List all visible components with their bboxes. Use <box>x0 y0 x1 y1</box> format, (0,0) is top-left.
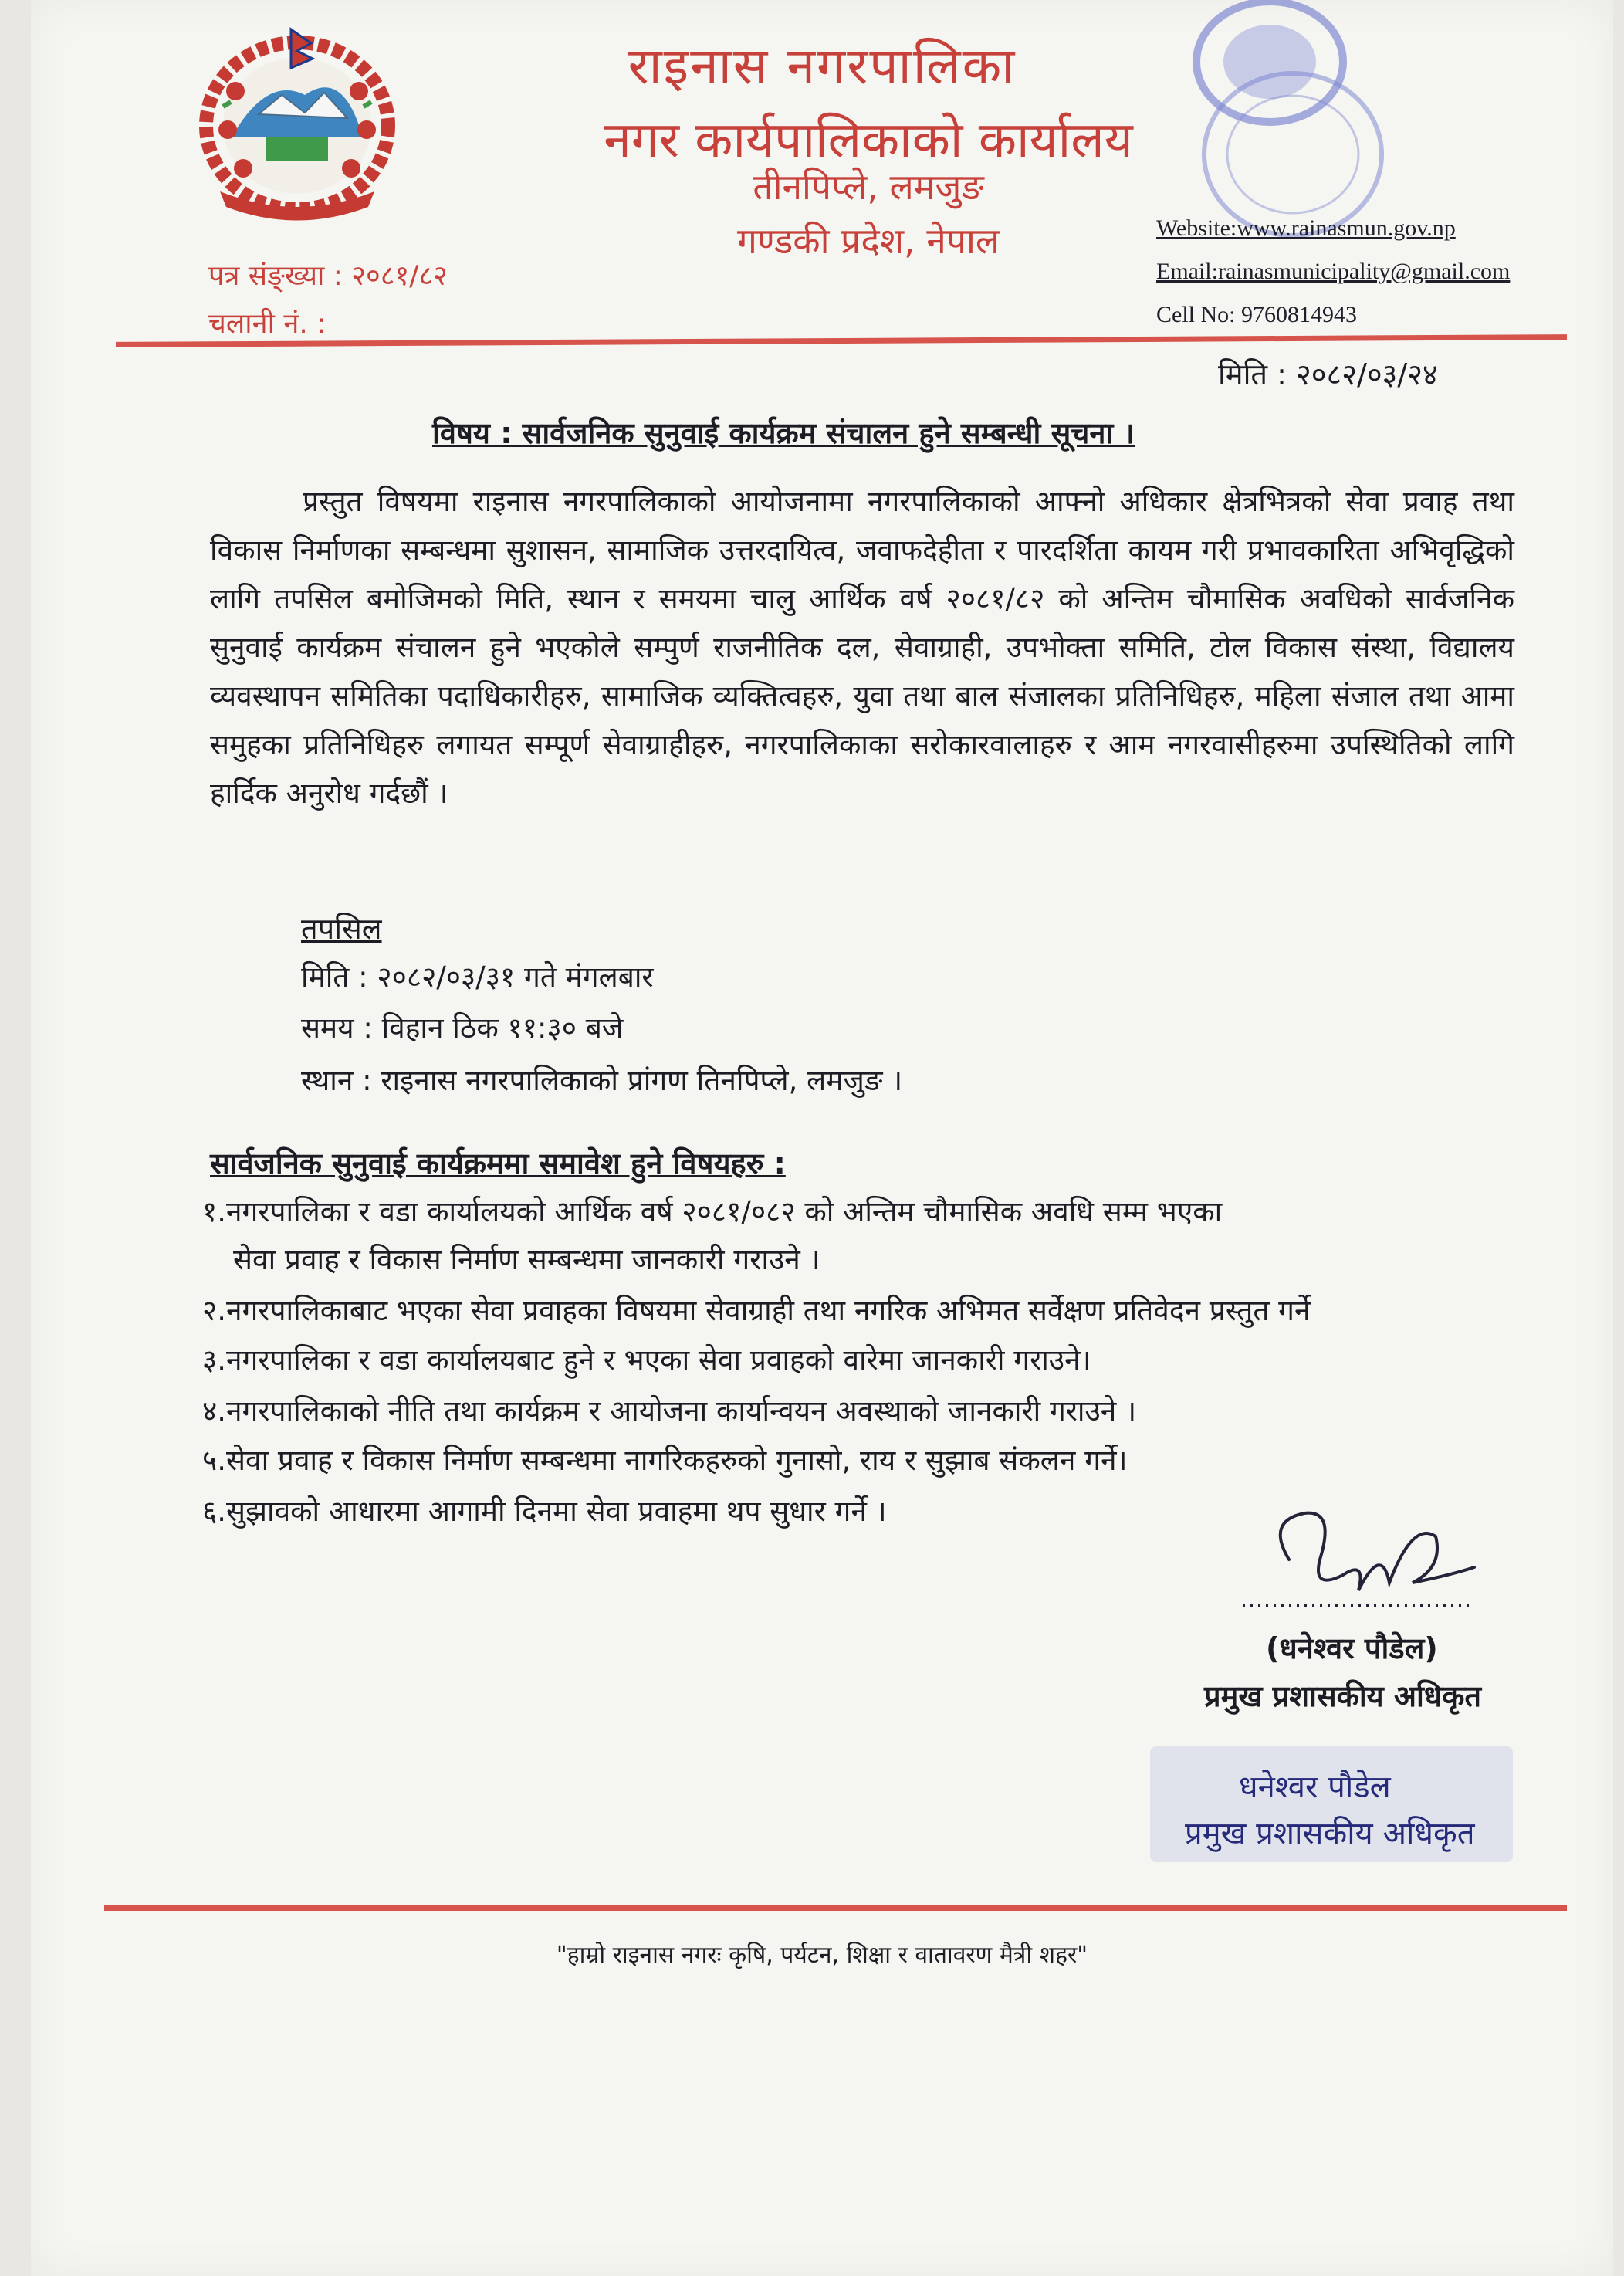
topic-item: सेवा प्रवाह र विकास निर्माण सम्बन्धमा जानकारी गराउने । <box>233 1243 820 1276</box>
schedule-venue: स्थान : राइनास नगरपालिकाको प्रांगण तिनपिप्ले, लमजुङ । <box>301 1064 903 1097</box>
email-link[interactable]: Email:rainasmunicipality@gmail.com <box>1156 259 1511 284</box>
stamp-title: प्रमुख प्रशासकीय अधिकृत <box>1185 1816 1475 1851</box>
footer-divider <box>104 1905 1567 1911</box>
letter-body: प्रस्तुत विषयमा राइनास नगरपालिकाको आयोजनामा नगरपालिकाको आफ्नो अधिकार क्षेत्रभित्रको सेवा प्रवाह तथा विकास निर्माणका सम्बन्धमा सुशासन, सामाजिक उत्तरदायित्व, जवाफदेहीता र पारदर्शिता कायम गरी प्रभावकारिता अभिवृद्धिको लागि तपसिल बमोजिमको मिति, स्थान र समयमा चालु आर्थिक वर्ष २०८१/८२ को अन्तिम चौमासिक अवधिको सार्वजनिक सुनुवाई कार्यक्रम संचालन हुने भएकोले सम्पुर्ण राजनीतिक दल, सेवाग्राही, उपभोक्ता समिति, टोल विकास संस्था, विद्यालय व्यवस्थापन समितिका पदाधिकारीहरु, सामाजिक व्यक्तित्वहरु, युवा तथा बाल संजालका प्रतिनिधिहरु, महिला संजाल तथा आमा समुहका प्रतिनिधिहरु लगायत सम्पूर्ण सेवाग्राहीहरु, नगरपालिकाका सरोकारवालाहरु र आम नगरवासीहरुमा उपस्थितिको लागि हार्दिक अनुरोध गर्दछौं । <box>210 485 1514 810</box>
letter-number: पत्र संङ्ख्या : २०८१/८२ <box>208 260 448 292</box>
topic-item: १.नगरपालिका र वडा कार्यालयको आर्थिक वर्ष २०८१/०८२ को अन्तिम चौमासिक अवधि सम्म भएका <box>202 1195 1223 1228</box>
address-line1: तीनपिप्ले, लमजुङ <box>753 166 984 208</box>
website-link[interactable]: Website:www.rainasmun.gov.np <box>1156 215 1456 241</box>
letter-page <box>31 0 1613 2276</box>
topic-item: ५.सेवा प्रवाह र विकास निर्माण सम्बन्धमा नागरिकहरुको गुनासो, राय र सुझाब संकलन गर्ने। <box>202 1444 1128 1477</box>
footer-slogan: "हाम्रो राइनास नगरः कृषि, पर्यटन, शिक्षा र वातावरण मैत्री शहर" <box>556 1942 1088 1969</box>
letter-date: मिति : २०८२/०३/२४ <box>1218 357 1438 391</box>
signatory-name: (धनेश्वर पौडेल) <box>1266 1631 1438 1665</box>
header-divider <box>116 334 1567 347</box>
topics-heading: सार्वजनिक सुनुवाई कार्यक्रममा समावेश हुने विषयहरु : <box>210 1146 786 1180</box>
topic-item: ६.सुझावको आधारमा आगामी दिनमा सेवा प्रवाहमा थप सुधार गर्ने । <box>202 1495 887 1528</box>
signatory-title: प्रमुख प्रशासकीय अधिकृत <box>1204 1679 1482 1713</box>
cell-number: Cell No: 9760814943 <box>1156 302 1357 327</box>
contact-block <box>1156 207 1510 337</box>
topic-item: ४.नगरपालिकाको नीति तथा कार्यक्रम र आयोजना कार्यान्वयन अवस्थाको जानकारी गराउने । <box>202 1394 1137 1428</box>
topic-item: ३.नगरपालिका र वडा कार्यालयबाट हुने र भएका सेवा प्रवाहको वारेमा जानकारी गराउने। <box>202 1343 1091 1377</box>
address-line2: गण्डकी प्रदेश, नेपाल <box>736 220 1000 262</box>
signature-icon <box>1235 1490 1497 1621</box>
office-name: नगर कार्यपालिकाको कार्यालय <box>604 112 1133 169</box>
schedule-heading: तपसिल <box>301 912 382 946</box>
dispatch-number: चलानी नं. : <box>208 308 326 340</box>
topic-item: २.नगरपालिकाबाट भएका सेवा प्रवाहका विषयमा सेवाग्राही तथा नगरिक अभिमत सर्वेक्षण प्रतिवेदन प्रस्तुत गर्ने <box>202 1294 1311 1327</box>
schedule-time: समय : विहान ठिक ११:३० बजे <box>301 1011 624 1045</box>
letter-subject: विषय : सार्वजनिक सुनुवाई कार्यक्रम संचालन हुने सम्बन्धी सूचना । <box>432 416 1135 450</box>
municipality-name: राइनास नगरपालिका <box>628 36 1017 96</box>
stamp-name: धनेश्वर पौडेल <box>1239 1770 1391 1805</box>
schedule-date: मिति : २०८२/०३/३१ गते मंगलबार <box>301 960 654 994</box>
